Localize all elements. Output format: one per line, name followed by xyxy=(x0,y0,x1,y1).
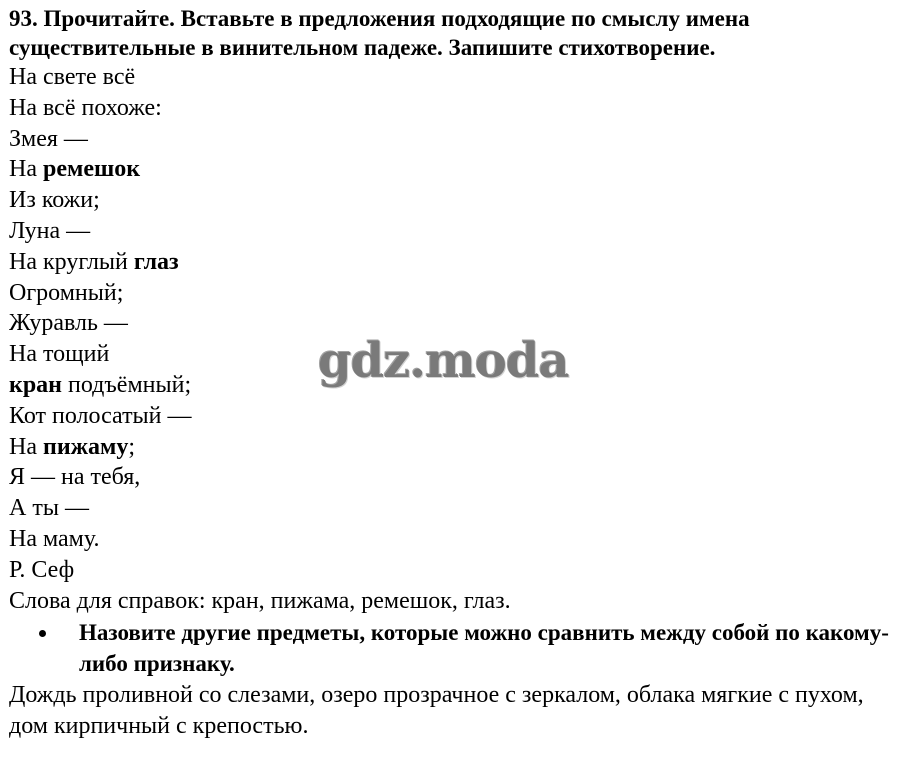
bullet-icon xyxy=(39,630,46,637)
inserted-word: глаз xyxy=(133,248,179,275)
inserted-word: кран xyxy=(9,371,63,398)
poem-line: кран подъёмный; xyxy=(9,371,192,398)
poem-line: Журавль — xyxy=(9,310,128,337)
bullet-task xyxy=(9,617,893,679)
task-header: 93. Прочитайте. Вставьте в предложения подходящие по смыслу имена существительные в винительном падеже. Запишите стихотворение. xyxy=(9,6,750,60)
poem-line: На круглый глаз xyxy=(9,248,179,275)
poem-line: На тощий xyxy=(9,341,110,368)
poem-line: На маму. xyxy=(9,525,100,552)
poem-line: Кот полосатый — xyxy=(9,402,192,429)
poem-line: На всё похоже: xyxy=(9,94,162,121)
poem-line: Огромный; xyxy=(9,279,124,306)
bullet-task-text: Назовите другие предметы, которые можно сравнить между собой по какому-либо признаку. xyxy=(79,620,889,677)
reference-words: Слова для справок: кран, пижама, ремешок, глаз. xyxy=(9,587,511,614)
answer-text: Дождь проливной со слезами, озеро прозрачное с зеркалом, облака мягкие с пухом, дом кирпичный с крепостью. xyxy=(9,682,864,740)
watermark: gdz.moda xyxy=(318,333,569,389)
poem-line: На пижаму; xyxy=(9,433,136,460)
inserted-word: пижаму xyxy=(42,433,129,460)
inserted-word: ремешок xyxy=(42,156,141,183)
poem xyxy=(9,62,893,555)
poem-author: Р. Сеф xyxy=(9,556,75,583)
poem-line: На свете всё xyxy=(9,64,136,90)
poem-line: Я — на тебя, xyxy=(9,464,141,491)
poem-line: А ты — xyxy=(9,495,89,522)
poem-line: Змея — xyxy=(9,125,88,152)
poem-line: Из кожи; xyxy=(9,187,100,214)
poem-line: На ремешок xyxy=(9,156,141,183)
poem-line: Луна — xyxy=(9,217,91,244)
